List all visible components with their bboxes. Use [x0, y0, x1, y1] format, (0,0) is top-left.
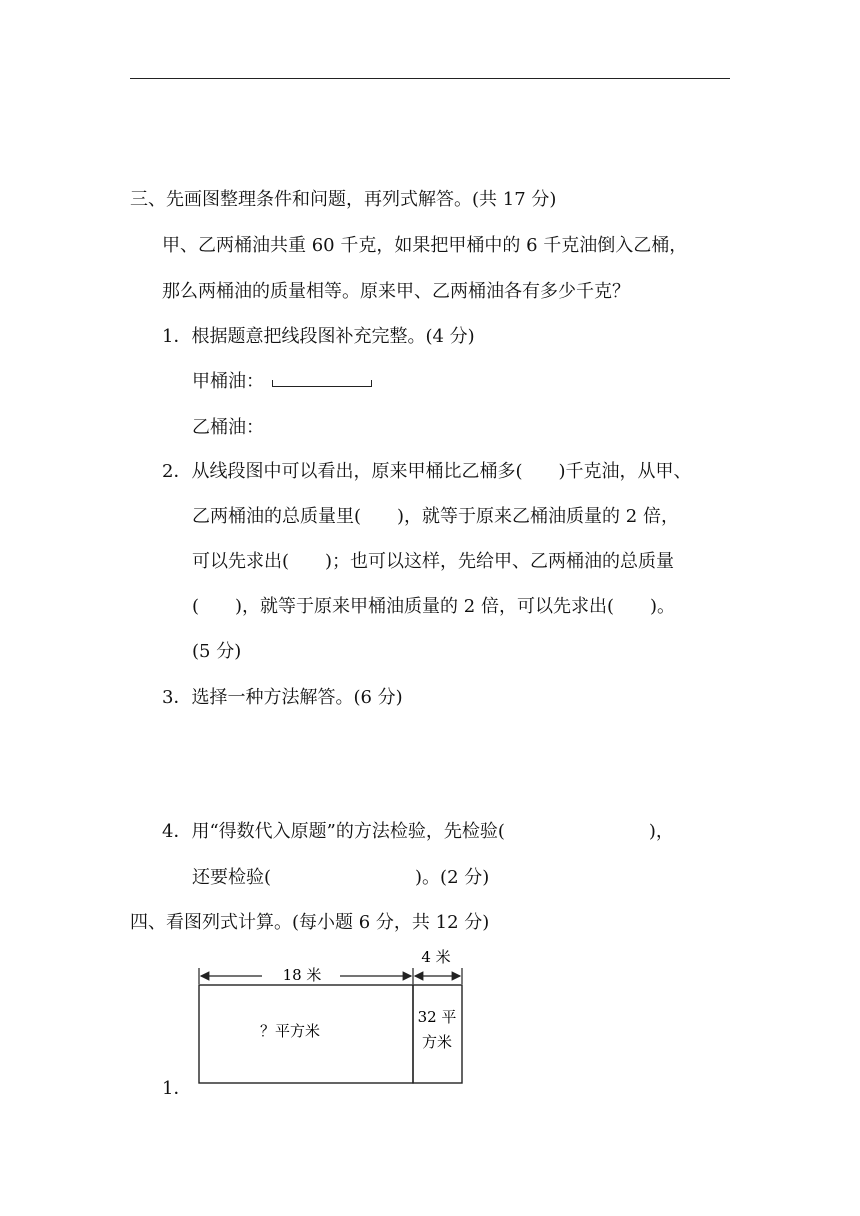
question-1: 1．根据题意把线段图补充完整。(4 分): [162, 326, 475, 347]
question-2-line-2: 乙两桶油的总质量里( )，就等于原来乙桶油质量的 2 倍，: [192, 506, 679, 527]
question-2-line-3: 可以先求出( )；也可以这样，先给甲、乙两桶油的总质量: [192, 551, 675, 572]
question-2-line-4: ( )，就等于原来甲桶油质量的 2 倍，可以先求出( )。: [192, 596, 675, 617]
jia-line-segment: [272, 380, 372, 387]
question-4-line-2: 还要检验( )。(2 分): [192, 867, 490, 888]
small-area-label-2: 方米: [421, 1033, 453, 1051]
header-rule: [130, 78, 730, 79]
question-2-line-1: 2．从线段图中可以看出，原来甲桶比乙桶多( )千克油，从甲、: [162, 461, 692, 482]
problem-text-line-1: 甲、乙两桶油共重 60 千克，如果把甲桶中的 6 千克油倒入乙桶，: [162, 235, 688, 256]
section-3-heading: 三、先画图整理条件和问题，再列式解答。(共 17 分): [130, 189, 557, 210]
question-4-line-1: 4．用“得数代入原题”的方法检验，先检验( )，: [162, 821, 674, 842]
section-4-item-1-number: 1．: [162, 1078, 192, 1099]
width-label: 4 米: [421, 948, 451, 966]
problem-text-line-2: 那么两桶油的质量相等。原来甲、乙两桶油各有多少千克？: [162, 281, 630, 302]
question-2-line-5: (5 分): [192, 641, 242, 662]
segment-label-yi: 乙桶油：: [192, 417, 264, 438]
big-area-label: ？平方米: [259, 1022, 321, 1040]
small-area-label-1: 32 平: [417, 1008, 457, 1026]
area-figure: [190, 940, 480, 1090]
segment-label-jia: 甲桶油：: [192, 371, 264, 392]
question-3: 3．选择一种方法解答。(6 分): [162, 687, 403, 708]
section-4-heading: 四、看图列式计算。(每小题 6 分，共 12 分): [130, 912, 490, 933]
length-label: 18 米: [282, 966, 322, 984]
